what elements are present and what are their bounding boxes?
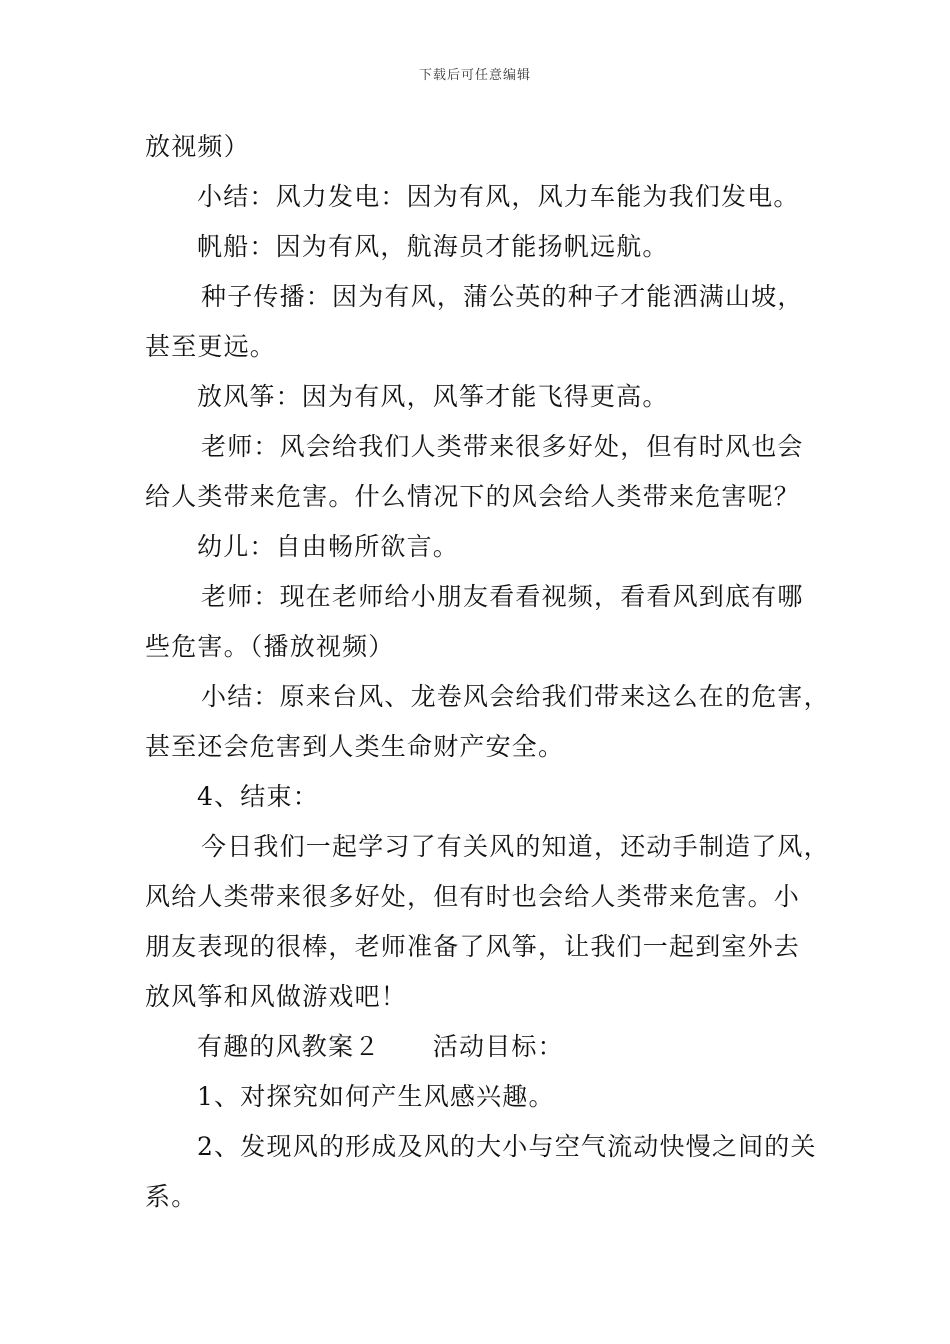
page-header: 下载后可任意编辑 [418, 68, 531, 83]
text-line: 帆船：因为有风，航海员才能扬帆远航。 [197, 232, 669, 261]
text-line: 放风筝：因为有风，风筝才能飞得更高。 [197, 382, 669, 411]
text-line: 1、对探究如何产生风感兴趣。 [197, 1082, 555, 1111]
text-line: 些危害。（播放视频） [145, 632, 395, 661]
text-line: 小结：风力发电：因为有风，风力车能为我们发电。 [197, 182, 800, 211]
text-line: 种子传播：因为有风，蒲公英的种子才能洒满山坡， [201, 282, 804, 311]
text-line: 幼儿：自由畅所欲言。 [197, 532, 460, 561]
text-line: 系。 [145, 1182, 198, 1211]
text-line: 朋友表现的很棒，老师准备了风筝，让我们一起到室外去 [145, 932, 801, 961]
text-line: 小结：原来台风、龙卷风会给我们带来这么在的危害， [201, 682, 830, 711]
text-line: 2、发现风的形成及风的大小与空气流动快慢之间的关 [197, 1132, 817, 1161]
text-line: 甚至更远。 [145, 332, 277, 361]
text-line: 放视频） [145, 132, 250, 161]
text-line: 老师：现在老师给小朋友看看视频，看看风到底有哪 [201, 582, 804, 611]
text-line: 有趣的风教案２ 活动目标： [197, 1032, 564, 1061]
text-line: 放风筝和风做游戏吧！ [145, 982, 408, 1011]
document-body [145, 122, 830, 1222]
text-line: 老师：风会给我们人类带来很多好处，但有时风也会 [201, 432, 804, 461]
text-line: 给人类带来危害。什么情况下的风会给人类带来危害呢？ [145, 482, 801, 511]
text-line: 风给人类带来很多好处，但有时也会给人类带来危害。小 [145, 882, 801, 911]
text-line: 4、结束： [197, 782, 319, 811]
text-line: 今日我们一起学习了有关风的知道，还动手制造了风， [201, 832, 830, 861]
text-line: 甚至还会危害到人类生命财产安全。 [145, 732, 565, 761]
